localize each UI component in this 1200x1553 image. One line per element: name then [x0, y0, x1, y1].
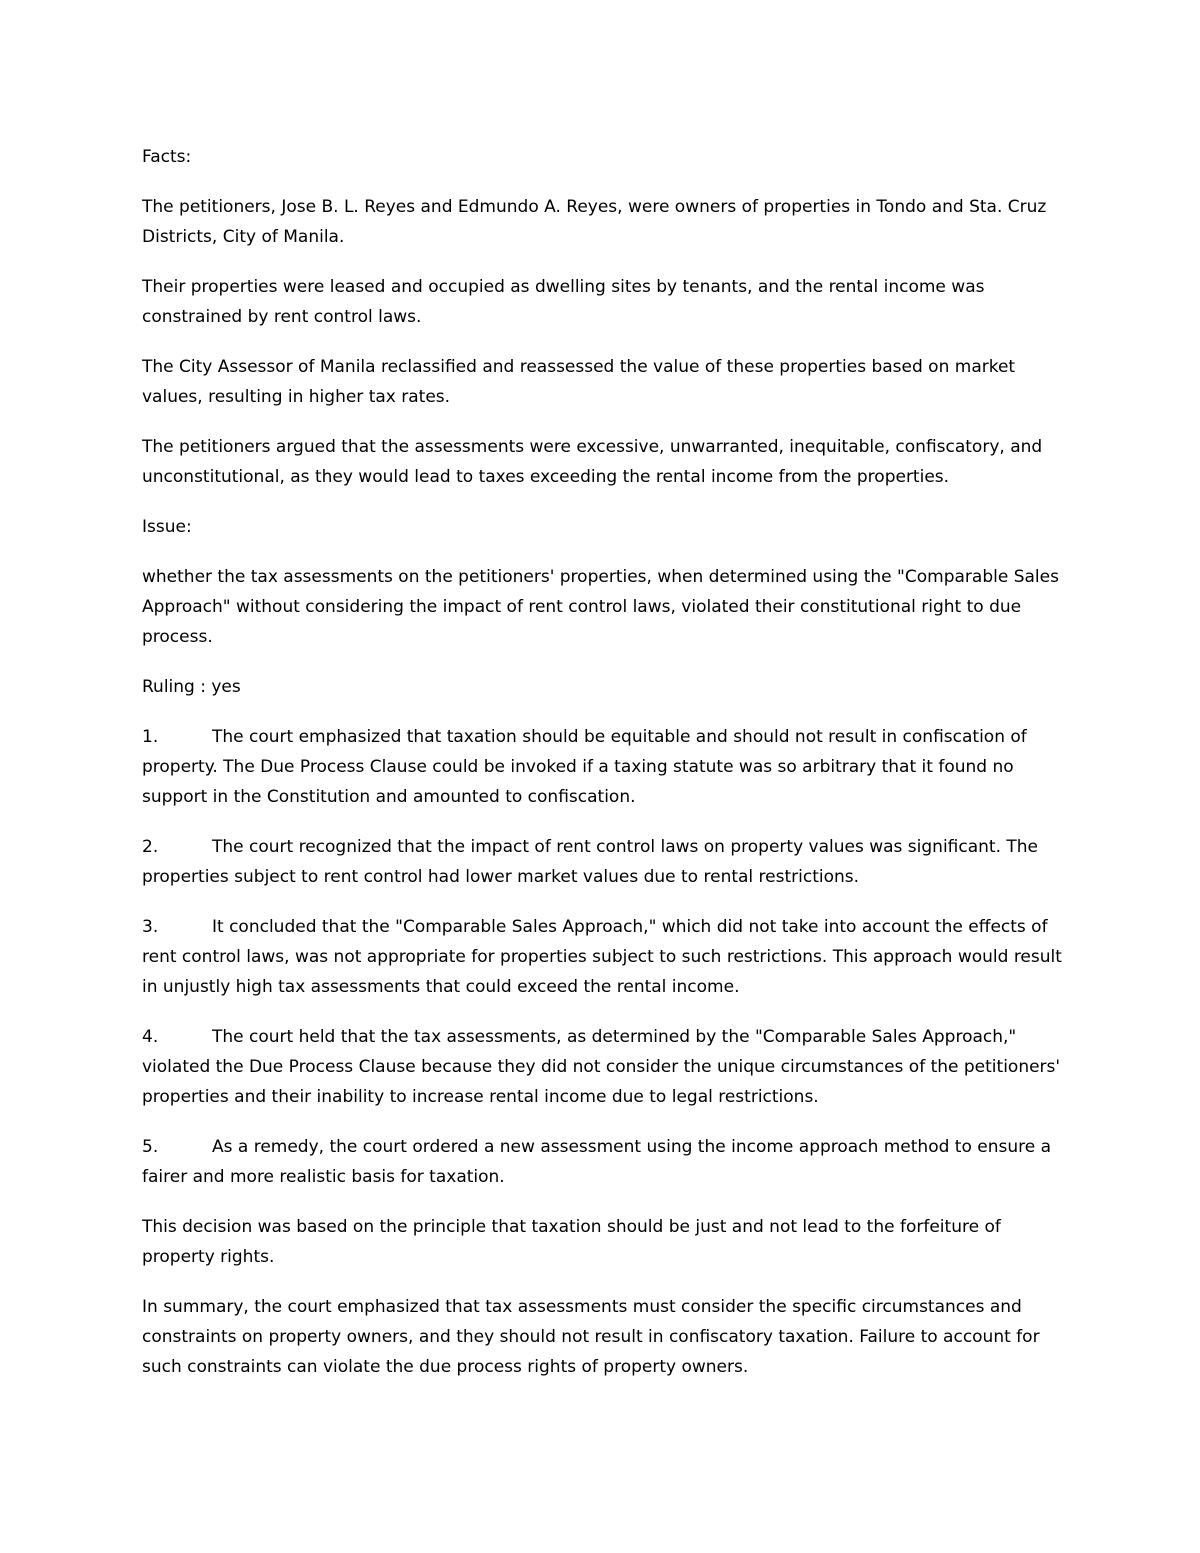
list-text: As a remedy, the court ordered a new assessment using the income approach method to ensure a fairer and more realistic basis for taxation.	[142, 1137, 1052, 1187]
facts-heading: Facts:	[142, 147, 192, 167]
ruling-list-item	[142, 1022, 1062, 1112]
facts-paragraph: The City Assessor of Manila reclassified and reassessed the value of these properties based on market values, resulting in higher tax rates.	[142, 357, 1016, 407]
list-number: 3.	[142, 917, 159, 937]
list-number: 2.	[142, 837, 159, 857]
facts-paragraph: The petitioners argued that the assessments were excessive, unwarranted, inequitable, confiscatory, and unconstitutional, as they would lead to taxes exceeding the rental income from the properties.	[142, 437, 1043, 487]
facts-paragraph: Their properties were leased and occupied as dwelling sites by tenants, and the rental income was constrained by rent control laws.	[142, 277, 985, 327]
list-number: 4.	[142, 1027, 159, 1047]
conclusion-paragraph: This decision was based on the principle that taxation should be just and not lead to the forfeiture of property rights.	[142, 1217, 1001, 1267]
facts-paragraph: The petitioners, Jose B. L. Reyes and Edmundo A. Reyes, were owners of properties in Tondo and Sta. Cruz Districts, City of Manila.	[142, 197, 1047, 247]
list-number: 1.	[142, 727, 159, 747]
ruling-list-item	[142, 912, 1062, 1002]
ruling-list-item	[142, 722, 1062, 812]
ruling-heading: Ruling : yes	[142, 677, 241, 697]
document-body	[142, 142, 1062, 1402]
list-number: 5.	[142, 1137, 159, 1157]
ruling-list-item	[142, 832, 1062, 892]
issue-paragraph: whether the tax assessments on the petitioners' properties, when determined using the "Comparable Sales Approach" without considering the impact of rent control laws, violated their constitutional right to due process.	[142, 567, 1059, 647]
ruling-list-item	[142, 1132, 1062, 1192]
list-text: The court emphasized that taxation should be equitable and should not result in confiscation of property. The Due Process Clause could be invoked if a taxing statute was so arbitrary that it found no support in the Constitution and amounted to confiscation.	[142, 727, 1027, 807]
summary-paragraph: In summary, the court emphasized that tax assessments must consider the specific circumstances and constraints on property owners, and they should not result in confiscatory taxation. Failure to account for such constraints can violate the due process rights of property owners.	[142, 1297, 1040, 1377]
issue-heading: Issue:	[142, 517, 192, 537]
list-text: The court recognized that the impact of rent control laws on property values was significant. The properties subject to rent control had lower market values due to rental restrictions.	[142, 837, 1039, 887]
list-text: The court held that the tax assessments, as determined by the "Comparable Sales Approach," violated the Due Process Clause because they did not consider the unique circumstances of the petitioners' properties and their inability to increase rental income due to legal restrictions.	[142, 1027, 1061, 1107]
list-text: It concluded that the "Comparable Sales Approach," which did not take into account the effects of rent control laws, was not appropriate for properties subject to such restrictions. This approach would result in unjustly high tax assessments that could exceed the rental income.	[142, 917, 1062, 997]
